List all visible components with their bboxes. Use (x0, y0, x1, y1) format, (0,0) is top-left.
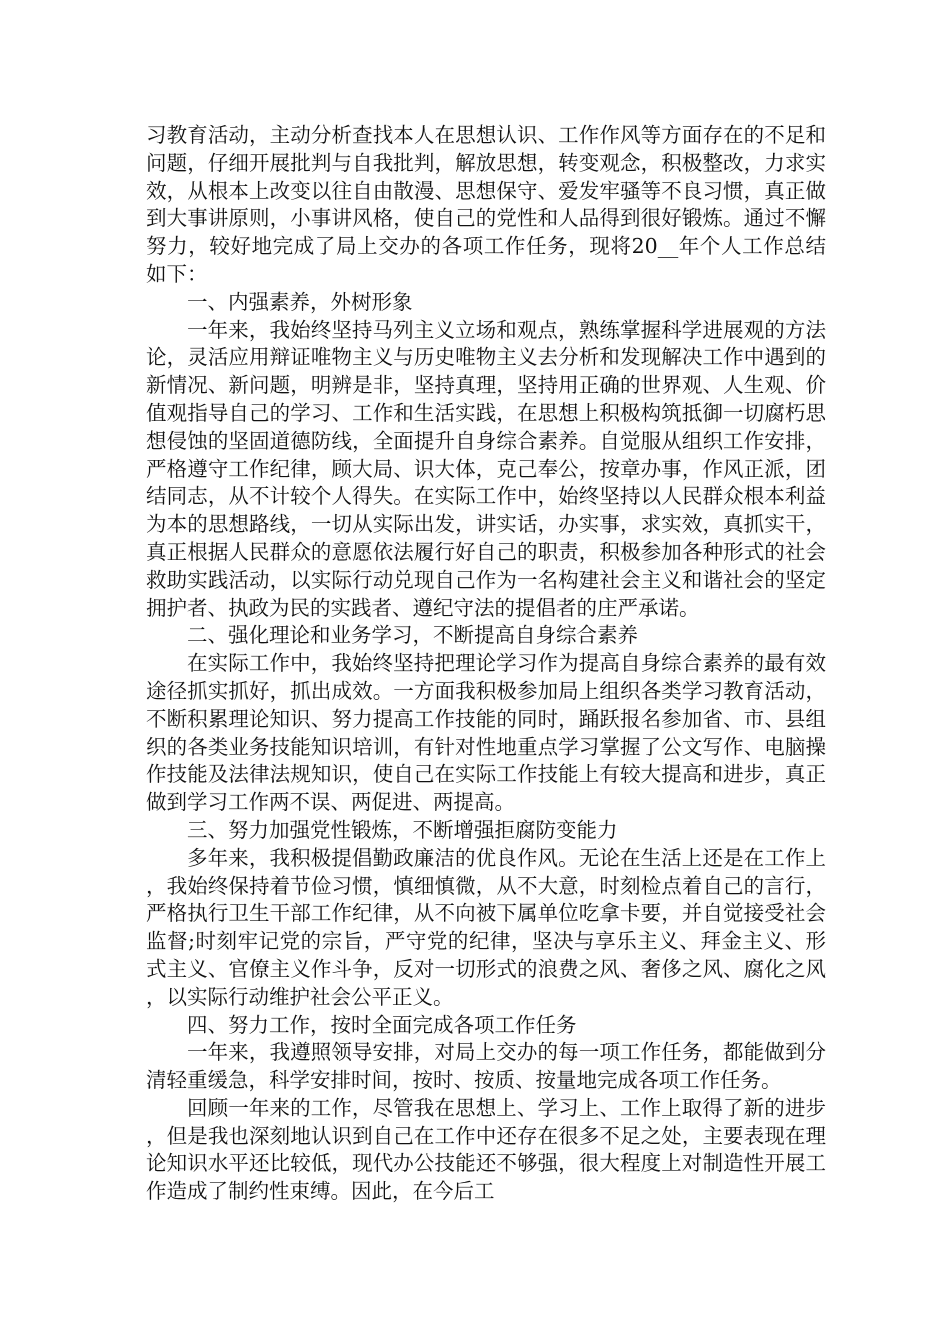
paragraph-intro: 习教育活动，主动分析查找本人在思想认识、工作作风等方面存在的不足和问题，仔细开展批判与自我批判，解放思想，转变观念，积极整改，力求实效，从根本上改变以往自由散漫、思想保守、爱发牢骚等不良习惯，真正做到大事讲原则，小事讲风格，使自己的党性和人品得到很好锻炼。通过不懈努力，较好地完成了局上交办的各项工作任务，现将20__年个人工作总结如下： (146, 123, 826, 286)
section-heading-3: 三、努力加强党性锻炼，不断增强拒腐防变能力 (187, 817, 618, 842)
section-heading-2: 二、强化理论和业务学习，不断提高自身综合素养 (187, 623, 638, 648)
section-heading-4: 四、努力工作，按时全面完成各项工作任务 (187, 1012, 577, 1037)
paragraph-review: 回顾一年来的工作，尽管我在思想上、学习上、工作上取得了新的进步，但是我也深刻地认识到自己在工作中还存在很多不足之处，主要表现在理论知识水平还比较低，现代办公技能还不够强，很大程度上对制造性开展工作造成了制约性束缚。因此，在今后工 (146, 1095, 826, 1204)
paragraph-section-1: 一年来，我始终坚持马列主义立场和观点，熟练掌握科学进展观的方法论，灵活应用辩证唯物主义与历史唯物主义去分析和发现解决工作中遇到的新情况、新问题，明辨是非，坚持真理，坚持用正确的世界观、人生观、价值观指导自己的学习、工作和生活实践，在思想上积极构筑抵御一切腐朽思想侵蚀的坚固道德防线，全面提升自身综合素养。自觉服从组织工作安排，严格遵守工作纪律，顾大局、识大体，克己奉公，按章办事，作风正派，团结同志，从不计较个人得失。在实际工作中，始终坚持以人民群众根本利益为本的思想路线，一切从实际出发，讲实话，办实事，求实效，真抓实干，真正根据人民群众的意愿依法履行好自己的职责，积极参加各种形式的社会救助实践活动，以实际行动兑现自己作为一名构建社会主义和谐社会的坚定拥护者、执政为民的实践者、遵纪守法的提倡者的庄严承诺。 (146, 317, 826, 620)
paragraph-section-3: 多年来，我积极提倡勤政廉洁的优良作风。无论在生活上还是在工作上，我始终保持着节俭习惯，慎细慎微，从不大意，时刻检点着自己的言行，严格执行卫生干部工作纪律，从不向被下属单位吃拿卡要，并自觉接受社会监督;时刻牢记党的宗旨，严守党的纪律，坚决与享乐主义、拜金主义、形式主义、官僚主义作斗争，反对一切形式的浪费之风、奢侈之风、腐化之风，以实际行动维护社会公平正义。 (146, 845, 826, 1009)
paragraph-section-4: 一年来，我遵照领导安排，对局上交办的每一项工作任务，都能做到分清轻重缓急，科学安排时间，按时、按质、按量地完成各项工作任务。 (146, 1040, 826, 1093)
document-body (146, 122, 826, 1206)
paragraph-section-2: 在实际工作中，我始终坚持把理论学习作为提高自身综合素养的最有效途径抓实抓好，抓出成效。一方面我积极参加局上组织各类学习教育活动，不断积累理论知识、努力提高工作技能的同时，踊跃报名参加省、市、县组织的各类业务技能知识培训，有针对性地重点学习掌握了公文写作、电脑操作技能及法律法规知识，使自己在实际工作技能上有较大提高和进步，真正做到学习工作两不误、两促进、两提高。 (146, 651, 826, 815)
section-heading-1: 一、内强素养，外树形象 (187, 289, 413, 314)
